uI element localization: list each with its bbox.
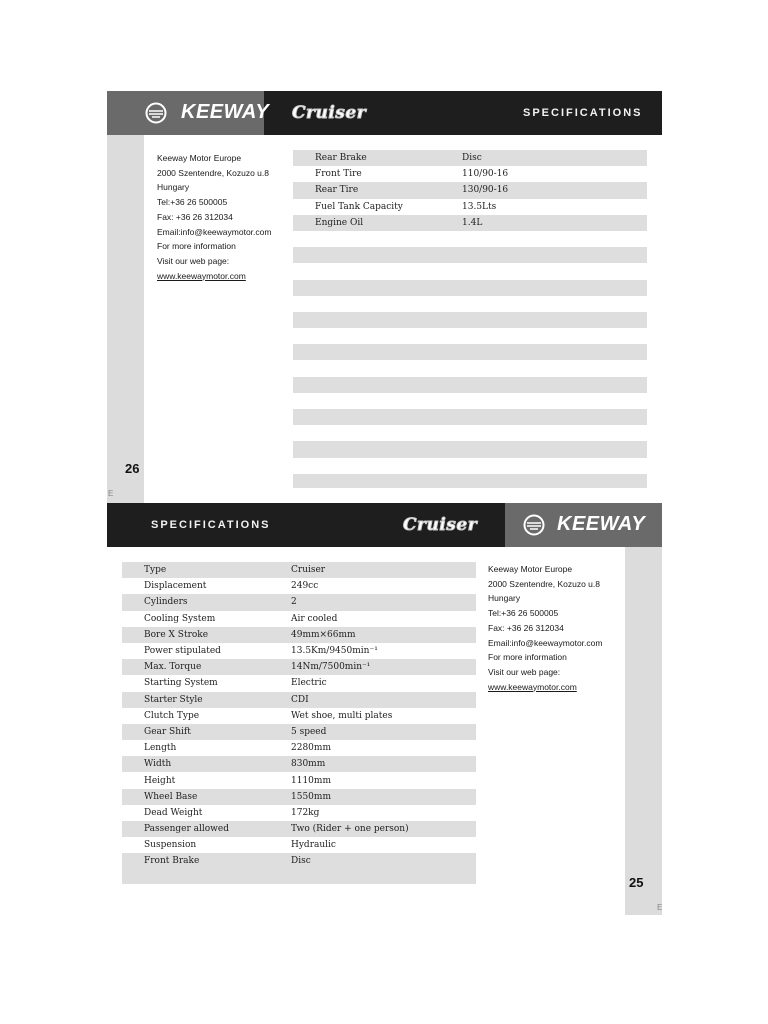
spec-row (122, 837, 476, 853)
contact-line: Hungary (157, 182, 190, 193)
spec-row (293, 393, 647, 409)
spec-row (122, 756, 476, 772)
spec-row (293, 441, 647, 457)
spec-label: Front Tire (315, 169, 362, 180)
spec-value: 172kg (291, 807, 320, 818)
spec-value: 13.5Km/9450min⁻¹ (291, 646, 378, 657)
spec-label: Fuel Tank Capacity (315, 201, 403, 212)
spec-label: Rear Tire (315, 185, 359, 196)
contact-line: Tel:+36 26 500005 (488, 608, 559, 619)
spec-row (293, 409, 647, 425)
spec-value: 1110mm (291, 775, 331, 786)
spec-table (122, 562, 476, 884)
table-footer-band (293, 474, 647, 488)
spec-value: 249cc (291, 581, 319, 592)
spec-label: Front Brake (144, 856, 200, 867)
spec-row (293, 296, 647, 312)
spec-label: Clutch Type (144, 710, 200, 721)
model-logo: Cruiser (403, 515, 478, 535)
spec-row (122, 789, 476, 805)
spec-row (122, 594, 476, 610)
spec-row (293, 166, 647, 182)
model-logo: Cruiser (292, 103, 367, 123)
contact-line: Visit our web page: (157, 255, 230, 266)
spec-row (293, 458, 647, 474)
spec-row (122, 724, 476, 740)
spec-label: Dead Weight (144, 807, 203, 818)
spec-label: Starter Style (144, 694, 203, 705)
page-number: 26 (125, 461, 140, 476)
spec-row (122, 659, 476, 675)
section-title: SPECIFICATIONS (523, 107, 643, 119)
spec-value: 110/90-16 (462, 169, 509, 180)
brand-logo-box (107, 91, 270, 135)
spec-label: Max. Torque (144, 662, 202, 673)
spec-value: Hydraulic (291, 840, 336, 851)
spec-row (293, 344, 647, 360)
spec-value: 2 (291, 597, 297, 608)
contact-line: Email:info@keewaymotor.com (157, 226, 272, 237)
spec-value: 5 speed (291, 726, 327, 737)
contact-block (157, 151, 271, 283)
spec-row (293, 425, 647, 441)
spec-row (122, 611, 476, 627)
spec-label: Displacement (144, 581, 207, 592)
page-header (107, 91, 662, 135)
page-header (107, 503, 662, 547)
spec-row (293, 360, 647, 376)
spec-value: 14Nm/7500min⁻¹ (291, 662, 371, 673)
edge-mark: E (657, 903, 662, 912)
side-strip (625, 547, 662, 915)
contact-block (488, 562, 602, 694)
spec-value: Cruiser (291, 565, 326, 576)
spec-row (122, 675, 476, 691)
spec-row (122, 853, 476, 869)
spec-label: Gear Shift (144, 726, 191, 737)
spec-row (293, 280, 647, 296)
section-title: SPECIFICATIONS (151, 519, 271, 531)
spec-row (122, 578, 476, 594)
contact-line: Email:info@keewaymotor.com (488, 637, 603, 648)
table-footer-band (122, 870, 476, 884)
spec-row (122, 708, 476, 724)
spec-row (293, 328, 647, 344)
spec-row (293, 150, 647, 166)
spec-row (122, 805, 476, 821)
contact-line: 2000 Szentendre, Kozuzo u.8 (157, 167, 269, 178)
spec-value: 1550mm (291, 791, 331, 802)
manual-page-26 (107, 91, 662, 503)
spec-row (293, 263, 647, 279)
website-link[interactable]: www.keewaymotor.com (488, 681, 577, 692)
spec-value: Wet shoe, multi plates (291, 710, 393, 721)
contact-line: 2000 Szentendre, Kozuzo u.8 (488, 578, 600, 589)
spec-row (122, 692, 476, 708)
spec-label: Bore X Stroke (144, 629, 209, 640)
contact-line: Fax: +36 26 312034 (488, 622, 564, 633)
spec-label: Rear Brake (315, 153, 367, 164)
spec-label: Length (144, 743, 177, 754)
keeway-emblem-icon (145, 102, 167, 124)
spec-value: Air cooled (291, 613, 338, 624)
spec-row (293, 199, 647, 215)
spec-value: Disc (462, 153, 482, 164)
spec-label: Starting System (144, 678, 218, 689)
spec-row (293, 215, 647, 231)
spec-row (122, 562, 476, 578)
spec-row (122, 627, 476, 643)
spec-row (122, 821, 476, 837)
brand-name: KEEWAY (557, 513, 646, 535)
contact-line: Fax: +36 26 312034 (157, 211, 233, 222)
spec-label: Cooling System (144, 613, 216, 624)
contact-line: Tel:+36 26 500005 (157, 197, 228, 208)
spec-value: 830mm (291, 759, 326, 770)
website-link[interactable]: www.keewaymotor.com (157, 270, 246, 281)
contact-line: Keeway Motor Europe (157, 153, 242, 163)
spec-value: 1.4L (462, 217, 483, 228)
side-strip (107, 135, 144, 503)
spec-row (293, 312, 647, 328)
spec-label: Width (144, 759, 172, 770)
spec-value: Electric (291, 678, 327, 689)
spec-value: CDI (291, 694, 309, 705)
spec-label: Wheel Base (144, 791, 198, 802)
spec-value: Disc (291, 856, 311, 867)
contact-line: Keeway Motor Europe (488, 564, 573, 574)
spec-value: 130/90-16 (462, 185, 509, 196)
contact-line: For more information (488, 652, 567, 663)
spec-table (293, 150, 647, 488)
spec-value: 13.5Lts (462, 201, 497, 212)
contact-line: For more information (157, 241, 236, 252)
spec-row (122, 740, 476, 756)
spec-label: Suspension (144, 840, 197, 851)
page-number: 25 (629, 875, 644, 890)
spec-row (293, 231, 647, 247)
spec-row (293, 247, 647, 263)
manual-page-25 (107, 503, 662, 915)
spec-row (293, 377, 647, 393)
spec-value: 2280mm (291, 743, 331, 754)
spec-value: 49mm×66mm (291, 629, 356, 640)
brand-logo-box (505, 503, 662, 547)
spec-row (122, 772, 476, 788)
spec-label: Type (144, 565, 167, 576)
spec-row (122, 643, 476, 659)
contact-line: Hungary (488, 593, 521, 604)
contact-line: Visit our web page: (488, 666, 561, 677)
brand-name: KEEWAY (181, 101, 270, 123)
spec-row (293, 182, 647, 198)
spec-label: Cylinders (144, 597, 188, 608)
edge-mark: E (108, 489, 114, 498)
spec-label: Power stipulated (144, 646, 221, 657)
spec-value: Two (Rider + one person) (291, 824, 409, 835)
spec-label: Passenger allowed (144, 824, 229, 835)
keeway-emblem-icon (523, 514, 545, 536)
spec-label: Height (144, 775, 176, 786)
spec-label: Engine Oil (315, 217, 364, 228)
